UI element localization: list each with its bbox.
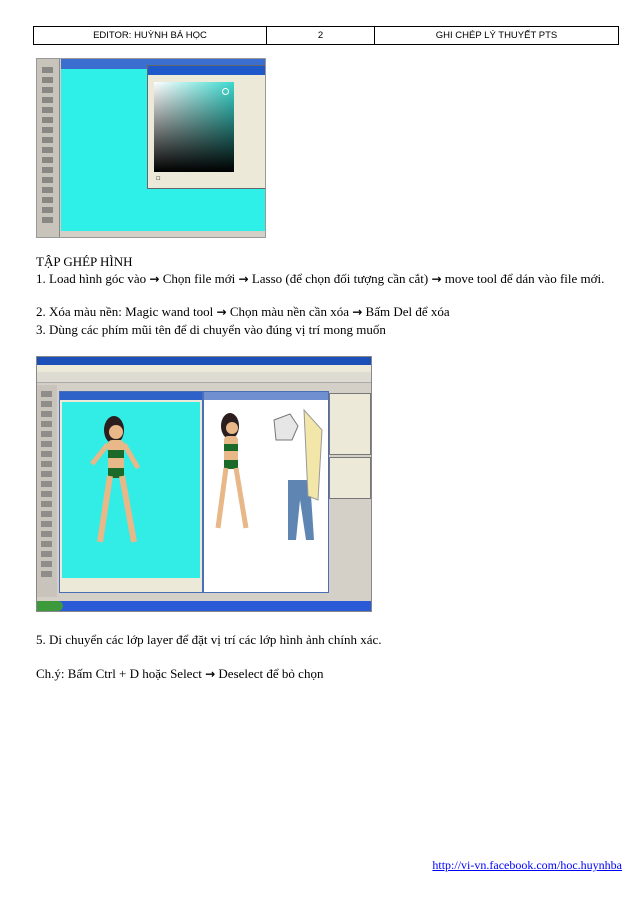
document-window-b	[203, 391, 329, 593]
step-5: 5. Di chuyển các lớp layer để đặt vị trí các lớp hình ảnh chính xác.	[36, 632, 382, 647]
color-ring	[222, 88, 229, 95]
layers-palette	[329, 393, 371, 455]
history-palette	[329, 457, 371, 499]
taskbar	[37, 601, 371, 611]
header-page-number: 2	[267, 27, 375, 44]
arrow-icon: →	[352, 305, 363, 319]
note: Ch.ý: Bấm Ctrl + D hoặc Select → Deselect để bỏ chọn	[36, 666, 324, 681]
color-field	[154, 82, 234, 172]
screenshot-color-picker	[36, 58, 266, 238]
toolbox	[37, 59, 60, 237]
web-colors-checkbox: ☐	[156, 176, 161, 182]
page-header	[33, 26, 619, 45]
screenshot-photoshop	[36, 356, 372, 612]
facebook-link[interactable]: http://vi-vn.facebook.com/hoc.huynhba	[432, 858, 622, 872]
toolbox	[37, 385, 57, 597]
step-3: 3. Dùng các phím mũi tên để di chuyển vào đúng vị trí mong muốn	[36, 322, 386, 337]
arrow-icon: →	[205, 667, 216, 681]
arrow-icon: →	[216, 305, 227, 319]
header-subject: GHI CHÉP LÝ THUYẾT PTS	[435, 30, 558, 41]
document-window-a	[59, 391, 203, 593]
color-picker-dialog	[147, 65, 266, 189]
arrow-icon: →	[431, 272, 442, 286]
step-1: 1. Load hình góc vào → Chọn file mới → Lasso (để chọn đối tượng cần cắt) → move tool để dán vào file mới.	[36, 271, 605, 286]
step-2: 2. Xóa màu nền: Magic wand tool → Chọn màu nền cần xóa → Bấm Del để xóa	[36, 304, 450, 319]
section-heading: TẬP GHÉP HÌNH	[36, 254, 133, 269]
header-editor: EDITOR: HUỲNH BÁ HỌC	[34, 27, 267, 44]
arrow-icon: →	[149, 272, 160, 286]
start-button	[37, 601, 63, 611]
status-bar	[61, 231, 265, 237]
arrow-icon: →	[238, 272, 249, 286]
